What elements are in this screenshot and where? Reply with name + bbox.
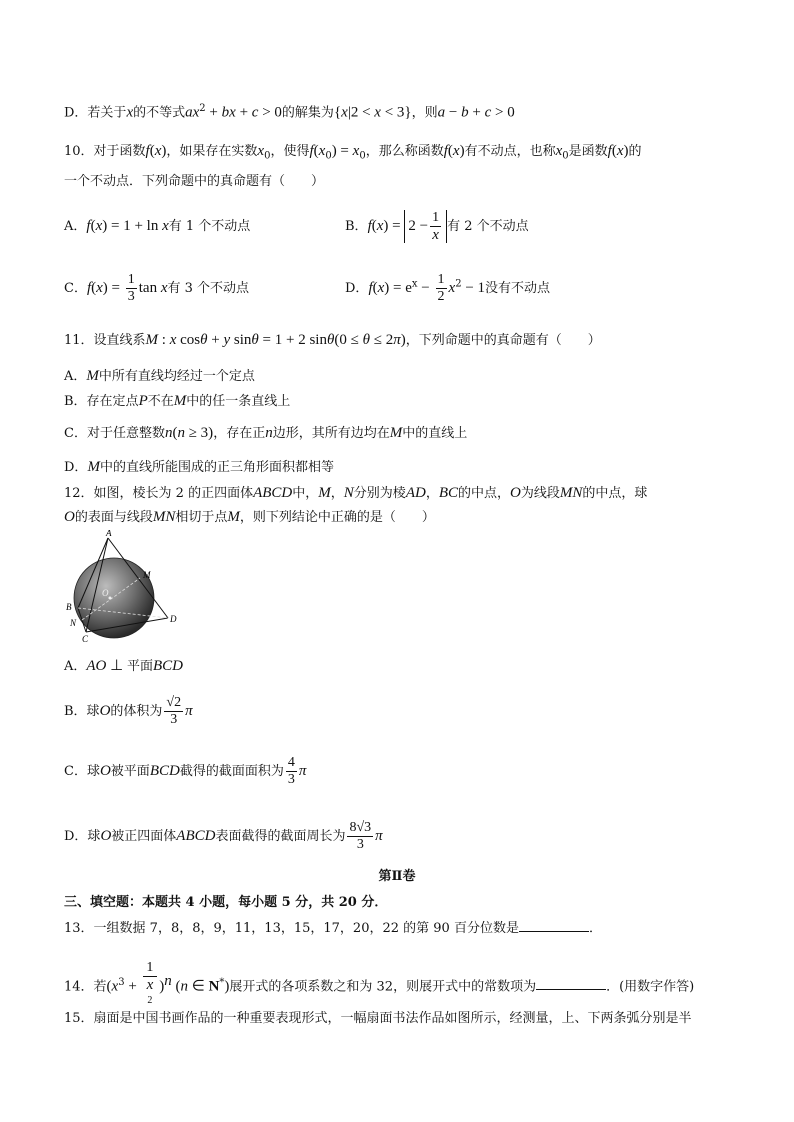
section-heading: 三、填空题：本题共 4 小题，每小题 5 分，共 20 分． xyxy=(64,895,388,910)
sphere-o xyxy=(74,558,154,638)
q12-option-b: B．球O的体积为 $\frac{√2}{3}$ π xyxy=(64,695,193,727)
q10-option-b: B．f(x) = 2 − $\frac{1}{x}$ 有 2 个不动点 xyxy=(345,210,529,243)
q15: 15．扇面是中国书画作品的一种重要表现形式，一幅扇面书法作品如图所示，经测量，上、下两条弧分别是半 xyxy=(64,1011,692,1026)
q11-option-c: C．对于任意整数n(n ≥ 3)，存在正n边形，其所有边均在M中的直线上 xyxy=(64,425,468,441)
q10-stem-line2: 一个不动点．下列命题中的真命题有（ ） xyxy=(64,174,325,189)
q12-stem: 12．如图，棱长为 2 的正四面体ABCD中，M，N分别为棱AD，BC的中点，O为线段MN的中点，球 xyxy=(64,485,648,501)
label-d: D xyxy=(170,614,177,624)
section-title: 第Ⅱ卷 xyxy=(378,869,416,884)
q11-option-a: A．M中所有直线均经过一个定点 xyxy=(64,368,255,384)
q11-option-b: B．存在定点P不在M中的任一条直线上 xyxy=(64,393,291,409)
q11-stem: 11．设直线系M : x cosθ + y sinθ = 1 + 2 sinθ(0 ≤ θ ≤ 2π)，下列命题中的真命题有（ ） xyxy=(64,332,601,348)
q14-answer-blank[interactable] xyxy=(536,977,606,990)
label-o: O xyxy=(102,588,109,598)
q12-option-a: A．AO ⊥ 平面BCD xyxy=(64,658,183,674)
q9-option-d: D．若关于x的不等式$ax^2$ + bx + c > 0的解集为{x|2 < x < 3}，则a − b + c > 0 xyxy=(64,103,515,121)
label-b: B xyxy=(66,602,72,612)
q10-option-a: A．f(x) = 1 + ln x有 1 个不动点 xyxy=(64,218,251,234)
q12-stem-line2: O的表面与线段MN相切于点M，则下列结论中正确的是（ ） xyxy=(64,509,435,525)
q12-option-c: C．球O被平面BCD截得的截面面积为 $\frac{4}{3}$ π xyxy=(64,755,307,787)
q14: 14．若($x^3$ + 1 x $^2$ )$^n$ (n ∈ N*)展开式的各项系数之和为 32，则展开式中的常数项为 ．(用数字作答) xyxy=(64,960,695,1006)
label-n: N xyxy=(70,618,77,628)
q10-option-d: D．$f(x) = e^x$ − $\frac{1}{2}$ $x^2 - 1$没有不动点 xyxy=(345,272,551,304)
label-c: C xyxy=(82,634,89,644)
q13-answer-blank[interactable] xyxy=(519,919,589,932)
tetrahedron-sphere-figure xyxy=(64,530,184,645)
q11-option-d: D．M中的直线所能围成的正三角形面积都相等 xyxy=(64,459,334,475)
q12-option-d: D．球O被正四面体ABCD表面截得的截面周长为 $\frac{8√3}{3}$ π xyxy=(64,820,383,852)
q13: 13．一组数据 7，8，8，9，11，13，15，17，20，22 的第 90 百分位数是 ． xyxy=(64,921,602,936)
label-a: A xyxy=(106,530,112,538)
q10-option-c: C．f(x) = $\frac{1}{3}$ tan x有 3 个不动点 xyxy=(64,272,250,304)
q10-stem: 10．对于函数f(x)，如果存在实数$x_0$，使得$f(x_0) = x_0$，那么称函数f(x)有不动点，也称$x_0$是函数f(x)的 xyxy=(64,143,642,162)
label-m: M xyxy=(143,570,151,580)
